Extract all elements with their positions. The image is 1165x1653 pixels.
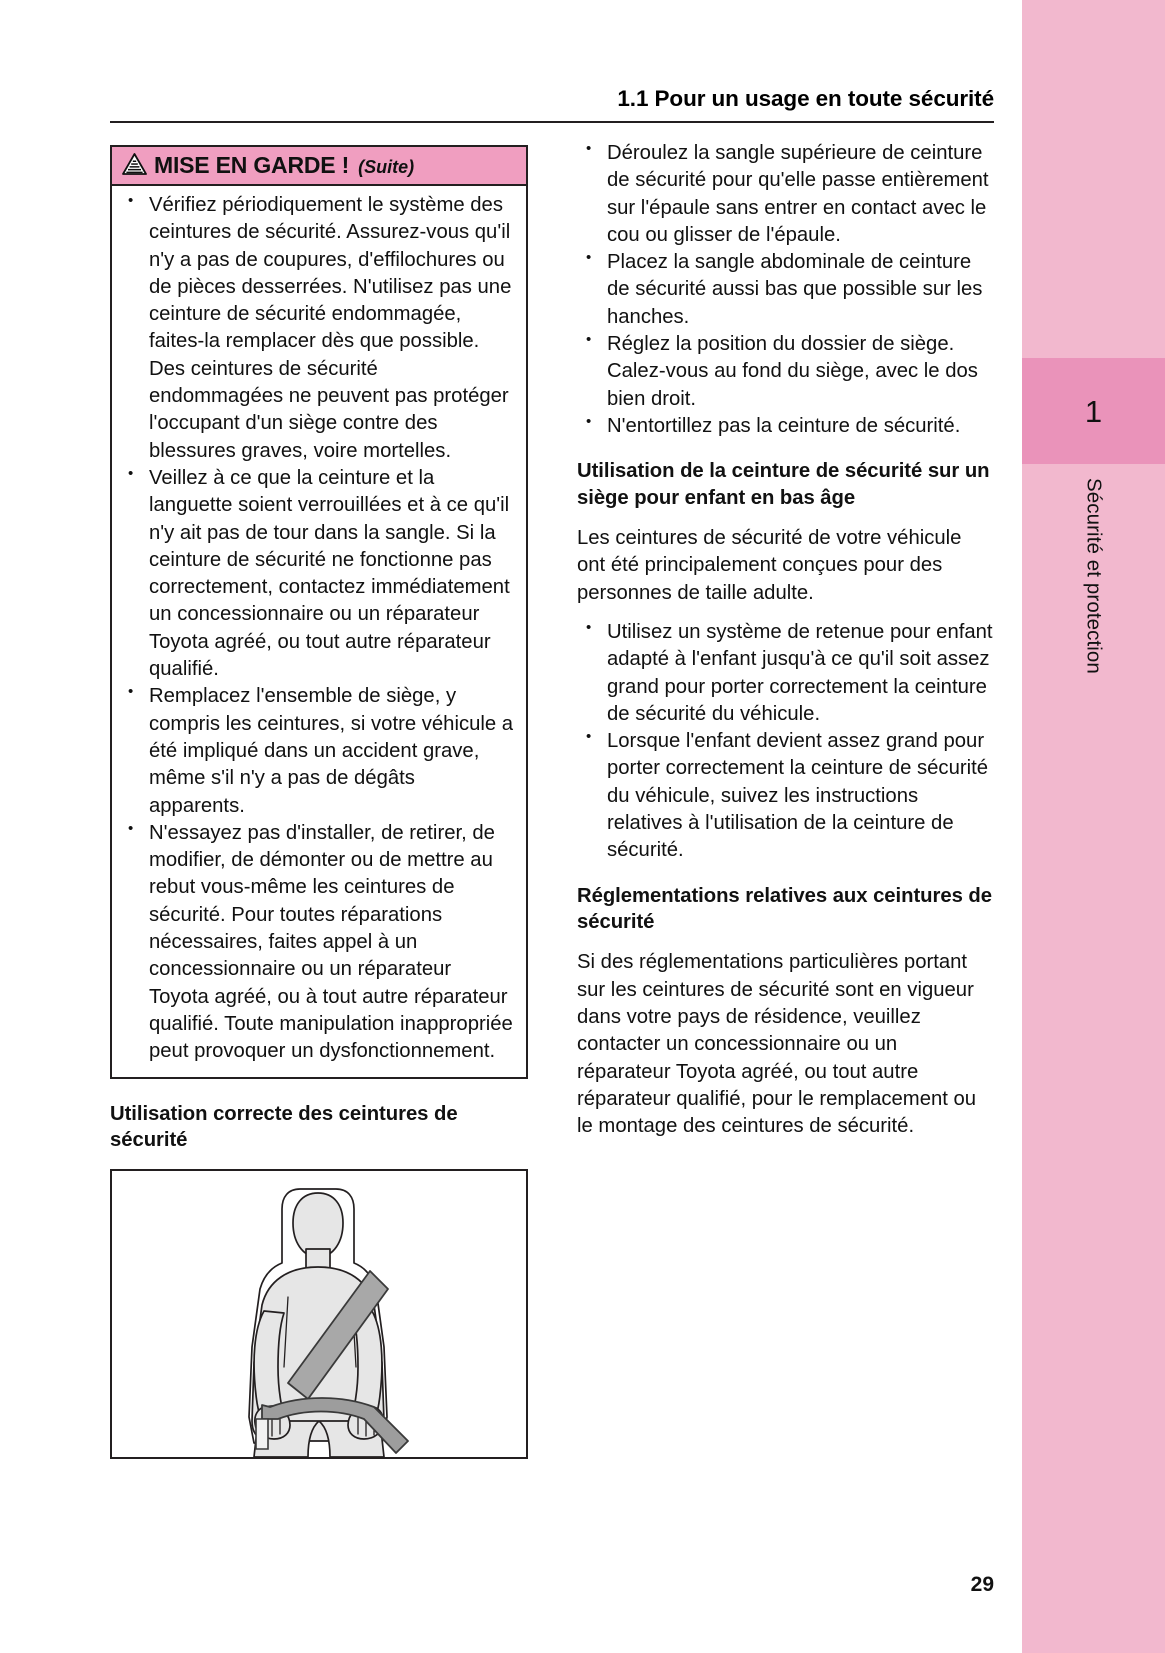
- page-title: 1.1 Pour un usage en toute sécurité: [617, 86, 994, 111]
- seat-belt-correct-use-illustration: [110, 1169, 528, 1459]
- warning-bullet-list: [120, 192, 516, 1066]
- chapter-tab-strip: [1022, 0, 1165, 1653]
- figure-heading: Utilisation correcte des ceintures de sécurité: [110, 1102, 458, 1151]
- warning-box: [110, 145, 528, 1079]
- paragraph-regulations: Si des réglementations particulières portant sur les ceintures de sécurité sont en vigueur dans votre pays de résidence, veuillez contacter un concessionnaire ou un réparateur Toyota agréé, ou tout autre réparateur qualifié, pour le remplacement ou le montage des ceintures de sécurité.: [577, 951, 977, 1138]
- heading-child-seat: Utilisation de la ceinture de sécurité sur un siège pour enfant en bas âge: [577, 460, 990, 509]
- list-item: • Placez la sangle abdominale de ceinture de sécurité aussi bas que possible sur les hanches.: [577, 249, 995, 331]
- child-seat-bullet-list: [577, 619, 995, 865]
- chapter-number: 1: [1084, 393, 1103, 429]
- paragraph-child-seat: Les ceintures de sécurité de votre véhicule ont été principalement conçues pour des personnes de taille adulte.: [577, 527, 962, 604]
- list-item: • Réglez la position du dossier de siège. Calez-vous au fond du siège, avec le dos bien droit.: [577, 331, 995, 413]
- warning-box-body: [112, 186, 526, 1077]
- page-number: 29: [970, 1573, 994, 1596]
- warning-continuation-label: (Suite): [358, 157, 415, 177]
- list-item: • N'entortillez pas la ceinture de sécurité.: [577, 413, 995, 440]
- left-column: [110, 145, 528, 1459]
- page-header: [110, 86, 994, 123]
- list-item: • Lorsque l'enfant devient assez grand pour porter correctement la ceinture de sécurité du véhicule, suivez les instructions relatives à l'utilisation de la ceinture de sécurité.: [577, 728, 995, 864]
- seatbelt-usage-bullet-list: [577, 140, 995, 440]
- list-item: • Remplacez l'ensemble de siège, y compris les ceintures, si votre véhicule a été impliqué dans un accident grave, même s'il n'y a pas de dégâts apparents.: [120, 683, 516, 819]
- header-divider: [110, 121, 994, 123]
- chapter-number-box: [1022, 358, 1165, 464]
- warning-title: MISE EN GARDE !: [154, 152, 350, 178]
- chapter-label: [1022, 478, 1165, 679]
- right-column: [577, 140, 995, 1140]
- warning-box-header: [112, 147, 526, 186]
- heading-regulations: Réglementations relatives aux ceintures de sécurité: [577, 884, 992, 933]
- chapter-label-text: Sécurité et protection: [1082, 478, 1106, 674]
- list-item: • N'essayez pas d'installer, de retirer, de modifier, de démonter ou de mettre au rebut vous-même les ceintures de sécurité. Pour toutes réparations nécessaires, faites appel à un concessionnaire ou un réparateur Toyota agréé, ou à tout autre réparateur qualifié. Toute manipulation inappropriée peut provoquer un dysfonctionnement.: [120, 820, 516, 1066]
- list-item: • Utilisez un système de retenue pour enfant adapté à l'enfant jusqu'à ce qu'il soit assez grand pour porter correctement la ceinture de sécurité du véhicule.: [577, 619, 995, 728]
- list-item: • Déroulez la sangle supérieure de ceinture de sécurité pour qu'elle passe entièrement sur l'épaule sans entrer en contact avec le cou ou glisser de l'épaule.: [577, 140, 995, 249]
- warning-triangle-icon: [122, 153, 147, 175]
- list-item: • Veillez à ce que la ceinture et la languette soient verrouillées et à ce qu'il n'y ait pas de tour dans la sangle. Si la ceinture de sécurité ne fonctionne pas correctement, contactez immédiatement un concessionnaire ou un réparateur Toyota agréé, ou tout autre réparateur qualifié.: [120, 465, 516, 683]
- list-item: • Vérifiez périodiquement le système des ceintures de sécurité. Assurez-vous qu'il n'y a pas de coupures, d'effilochures ou de pièces desserrées. N'utilisez pas une ceinture de sécurité endommagée, faites-la remplacer dès que possible. Des ceintures de sécurité endommagées ne peuvent pas protéger l'occupant d'un siège contre des blessures graves, voire mortelles.: [120, 192, 516, 465]
